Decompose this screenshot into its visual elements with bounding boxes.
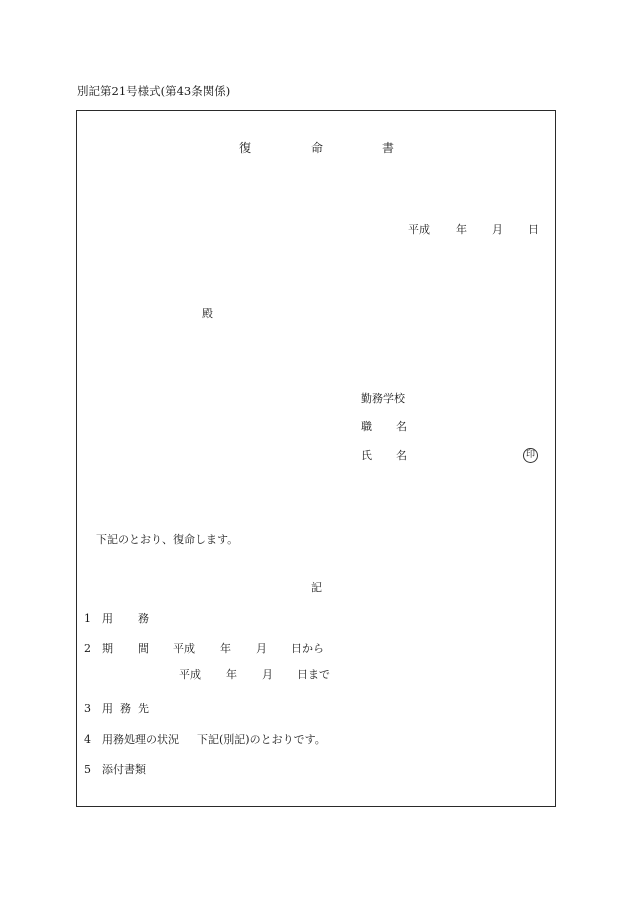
item-2-to-day: 日まで	[297, 668, 330, 681]
sender-school-label: 勤務学校	[361, 392, 405, 405]
sender-position-label-2: 名	[396, 420, 407, 433]
seal-mark: 印	[523, 448, 538, 463]
title-char-3: 書	[382, 141, 395, 155]
item-2-label-2: 間	[138, 642, 149, 655]
item-2-from-day: 日から	[291, 642, 324, 655]
date-day-unit: 日	[528, 223, 539, 236]
item-4-label: 用務処理の状況	[102, 733, 179, 746]
item-2-to-month: 月	[262, 668, 273, 681]
sender-name-label-1: 氏	[361, 449, 372, 462]
item-3-label-1: 用	[102, 702, 113, 715]
item-2-from-era: 平成	[173, 642, 195, 655]
item-5-label: 添付書類	[102, 763, 146, 776]
item-2-label-1: 期	[102, 642, 113, 655]
item-2-from-month: 月	[256, 642, 267, 655]
form-number-header: 別記第21号様式(第43条関係)	[77, 84, 231, 98]
title-char-1: 復	[239, 141, 252, 155]
date-era: 平成	[408, 223, 430, 236]
item-1-label-2: 務	[138, 612, 149, 625]
item-2-to-year: 年	[226, 668, 237, 681]
item-3-label-3: 先	[138, 702, 149, 715]
ki-heading: 記	[311, 581, 322, 594]
sender-name-label-2: 名	[396, 449, 407, 462]
item-2-to-era: 平成	[179, 668, 201, 681]
item-3-label-2: 務	[120, 702, 131, 715]
item-5-number: 5	[84, 763, 91, 776]
item-1-label-1: 用	[102, 612, 113, 625]
item-1-number: 1	[84, 612, 91, 625]
sender-position-label-1: 職	[361, 420, 372, 433]
item-4-value: 下記(別記)のとおりです。	[197, 733, 326, 746]
item-3-number: 3	[84, 702, 91, 715]
item-4-number: 4	[84, 733, 91, 746]
intro-text: 下記のとおり、復命します。	[96, 533, 239, 546]
addressee-honorific: 殿	[202, 307, 213, 320]
title-char-2: 命	[311, 141, 324, 155]
date-year-unit: 年	[456, 223, 467, 236]
item-2-from-year: 年	[220, 642, 231, 655]
date-month-unit: 月	[492, 223, 503, 236]
item-2-number: 2	[84, 642, 91, 655]
